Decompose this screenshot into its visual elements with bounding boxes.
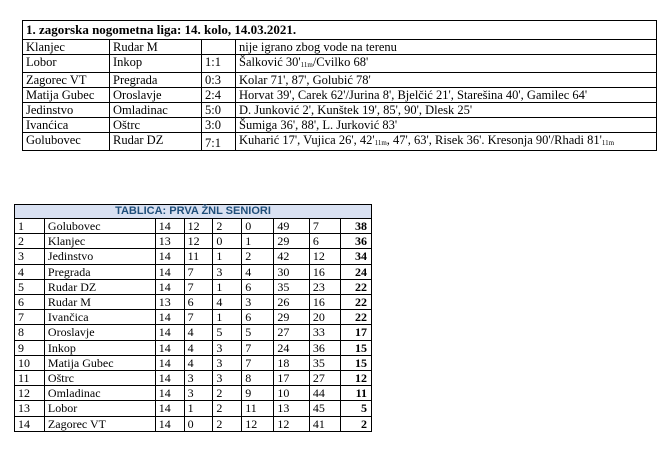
wins: 6: [184, 295, 213, 310]
position: 7: [15, 310, 45, 325]
draws: 1: [213, 279, 242, 294]
position: 12: [15, 386, 45, 401]
points: 22: [340, 310, 371, 325]
played: 13: [155, 295, 184, 310]
played: 14: [155, 249, 184, 264]
losses: 12: [242, 416, 274, 431]
wins: 4: [184, 325, 213, 340]
played: 14: [155, 310, 184, 325]
points: 24: [340, 264, 371, 279]
losses: 8: [242, 371, 274, 386]
points: 38: [340, 219, 371, 234]
match-row: [23, 118, 657, 133]
away-team: Oštrc: [110, 118, 202, 133]
draws: 3: [213, 371, 242, 386]
standings-row: [15, 295, 372, 310]
standings-row: [15, 416, 372, 431]
standings-row: [15, 401, 372, 416]
goals-against: 44: [309, 386, 340, 401]
points: 2: [340, 416, 371, 431]
points: 17: [340, 325, 371, 340]
played: 14: [155, 416, 184, 431]
losses: 7: [242, 340, 274, 355]
goals-for: 26: [274, 295, 309, 310]
wins: 4: [184, 340, 213, 355]
played: 14: [155, 325, 184, 340]
draws: 2: [213, 401, 242, 416]
points: 22: [340, 295, 371, 310]
match-score: 0:3: [202, 73, 236, 88]
draws: 2: [213, 386, 242, 401]
wins: 7: [184, 264, 213, 279]
home-team: Matija Gubec: [23, 88, 110, 103]
draws: 5: [213, 325, 242, 340]
team-name: Golubovec: [44, 219, 155, 234]
losses: 7: [242, 355, 274, 370]
standings-title-row: [15, 205, 372, 219]
played: 14: [155, 264, 184, 279]
draws: 2: [213, 219, 242, 234]
losses: 6: [242, 279, 274, 294]
wins: 1: [184, 401, 213, 416]
away-team: Pregrada: [110, 73, 202, 88]
position: 5: [15, 279, 45, 294]
draws: 3: [213, 355, 242, 370]
team-name: Rudar DZ: [44, 279, 155, 294]
played: 14: [155, 386, 184, 401]
played: 14: [155, 401, 184, 416]
goals-for: 12: [274, 416, 309, 431]
wins: 12: [184, 219, 213, 234]
points: 22: [340, 279, 371, 294]
match-scorers: Kuharić 17', Vujica 26', $42'_{11m}$, 47', 63', Risek 36'. Kresonja 90'/Rhadi $81'_{11m}$: [236, 133, 657, 151]
match-row: [23, 103, 657, 118]
home-team: Zagorec VT: [23, 73, 110, 88]
results-title: 1. zagorska nogometna liga: 14. kolo, 14.03.2021.: [23, 21, 657, 40]
standings-row: [15, 219, 372, 234]
goals-against: 27: [309, 371, 340, 386]
goals-for: 27: [274, 325, 309, 340]
team-name: Oroslavje: [44, 325, 155, 340]
losses: 9: [242, 386, 274, 401]
wins: 11: [184, 249, 213, 264]
losses: 4: [242, 264, 274, 279]
match-row: [23, 133, 657, 151]
wins: 3: [184, 386, 213, 401]
position: 4: [15, 264, 45, 279]
match-scorers: Kolar 71', 87', Golubić 78': [236, 73, 657, 88]
home-team: Golubovec: [23, 133, 110, 151]
home-team: Jedinstvo: [23, 103, 110, 118]
played: 13: [155, 234, 184, 249]
away-team: Rudar M: [110, 40, 202, 55]
home-team: Klanjec: [23, 40, 110, 55]
played: 14: [155, 371, 184, 386]
home-team: Lobor: [23, 55, 110, 73]
points: 15: [340, 340, 371, 355]
position: 2: [15, 234, 45, 249]
points: 12: [340, 371, 371, 386]
draws: 0: [213, 234, 242, 249]
losses: 3: [242, 295, 274, 310]
wins: 0: [184, 416, 213, 431]
match-score: 5:0: [202, 103, 236, 118]
standings-row: [15, 340, 372, 355]
standings-row: [15, 355, 372, 370]
goals-against: 41: [309, 416, 340, 431]
home-team: Ivanćica: [23, 118, 110, 133]
losses: 6: [242, 310, 274, 325]
goals-against: 16: [309, 295, 340, 310]
goals-against: 16: [309, 264, 340, 279]
played: 14: [155, 340, 184, 355]
points: 15: [340, 355, 371, 370]
draws: 1: [213, 310, 242, 325]
match-scorers: Horvat 39', Carek 62'/Jurina 8', Bjelčić 21', Starešina 40', Gamilec 64': [236, 88, 657, 103]
match-scorers: Šumiga 36', 88', L. Jurković 83': [236, 118, 657, 133]
match-row: [23, 73, 657, 88]
losses: 1: [242, 234, 274, 249]
goals-for: 29: [274, 234, 309, 249]
goals-against: 6: [309, 234, 340, 249]
wins: 12: [184, 234, 213, 249]
team-name: Rudar M: [44, 295, 155, 310]
goals-for: 18: [274, 355, 309, 370]
points: 36: [340, 234, 371, 249]
goals-against: 36: [309, 340, 340, 355]
standings-row: [15, 279, 372, 294]
goals-against: 7: [309, 219, 340, 234]
team-name: Omladinac: [44, 386, 155, 401]
team-name: Pregrada: [44, 264, 155, 279]
position: 1: [15, 219, 45, 234]
position: 14: [15, 416, 45, 431]
draws: 3: [213, 264, 242, 279]
played: 14: [155, 355, 184, 370]
draws: 3: [213, 340, 242, 355]
match-scorers: D. Junković 2', Kunštek 19', 85', 90', Dlesk 25': [236, 103, 657, 118]
goals-for: 42: [274, 249, 309, 264]
match-score: [202, 40, 236, 55]
team-name: Lobor: [44, 401, 155, 416]
position: 9: [15, 340, 45, 355]
results-title-row: [23, 21, 657, 40]
wins: 7: [184, 279, 213, 294]
goals-for: 49: [274, 219, 309, 234]
losses: 0: [242, 219, 274, 234]
standings-body: [15, 205, 372, 432]
draws: 4: [213, 295, 242, 310]
points: 5: [340, 401, 371, 416]
standings-row: [15, 371, 372, 386]
wins: 3: [184, 371, 213, 386]
away-team: Omladinac: [110, 103, 202, 118]
match-scorers: nije igrano zbog vode na terenu: [236, 40, 657, 55]
match-row: [23, 55, 657, 73]
match-row: [23, 88, 657, 103]
goals-for: 17: [274, 371, 309, 386]
team-name: Matija Gubec: [44, 355, 155, 370]
goals-for: 30: [274, 264, 309, 279]
goals-against: 23: [309, 279, 340, 294]
losses: 2: [242, 249, 274, 264]
match-row: [23, 40, 657, 55]
goals-for: 13: [274, 401, 309, 416]
results-table: [22, 20, 657, 151]
points: 34: [340, 249, 371, 264]
losses: 5: [242, 325, 274, 340]
goals-against: 12: [309, 249, 340, 264]
results-body: [23, 21, 657, 151]
standings-row: [15, 234, 372, 249]
standings-row: [15, 325, 372, 340]
position: 6: [15, 295, 45, 310]
match-score: 3:0: [202, 118, 236, 133]
goals-against: 33: [309, 325, 340, 340]
goals-for: 24: [274, 340, 309, 355]
standings-row: [15, 310, 372, 325]
away-team: Oroslavje: [110, 88, 202, 103]
team-name: Oštrc: [44, 371, 155, 386]
goals-for: 35: [274, 279, 309, 294]
position: 10: [15, 355, 45, 370]
team-name: Klanjec: [44, 234, 155, 249]
team-name: Ivančica: [44, 310, 155, 325]
draws: 1: [213, 249, 242, 264]
position: 3: [15, 249, 45, 264]
points: 11: [340, 386, 371, 401]
team-name: Zagorec VT: [44, 416, 155, 431]
wins: 4: [184, 355, 213, 370]
wins: 7: [184, 310, 213, 325]
away-team: Inkop: [110, 55, 202, 73]
goals-against: 20: [309, 310, 340, 325]
played: 14: [155, 279, 184, 294]
played: 14: [155, 219, 184, 234]
position: 11: [15, 371, 45, 386]
away-team: Rudar DZ: [110, 133, 202, 151]
losses: 11: [242, 401, 274, 416]
goals-for: 10: [274, 386, 309, 401]
position: 8: [15, 325, 45, 340]
draws: 2: [213, 416, 242, 431]
standings-title: TABLICA: PRVA ŽNL SENIORI: [15, 205, 372, 219]
standings-row: [15, 264, 372, 279]
standings-table: [14, 204, 372, 432]
goals-against: 35: [309, 355, 340, 370]
team-name: Jedinstvo: [44, 249, 155, 264]
match-scorers: Šalković $30'_{11m}$/Cvilko 68': [236, 55, 657, 73]
standings-row: [15, 386, 372, 401]
match-score: 2:4: [202, 88, 236, 103]
team-name: Inkop: [44, 340, 155, 355]
goals-for: 29: [274, 310, 309, 325]
goals-against: 45: [309, 401, 340, 416]
position: 13: [15, 401, 45, 416]
match-score: 1:1: [202, 55, 236, 73]
standings-row: [15, 249, 372, 264]
match-score: 7:1: [202, 133, 236, 151]
